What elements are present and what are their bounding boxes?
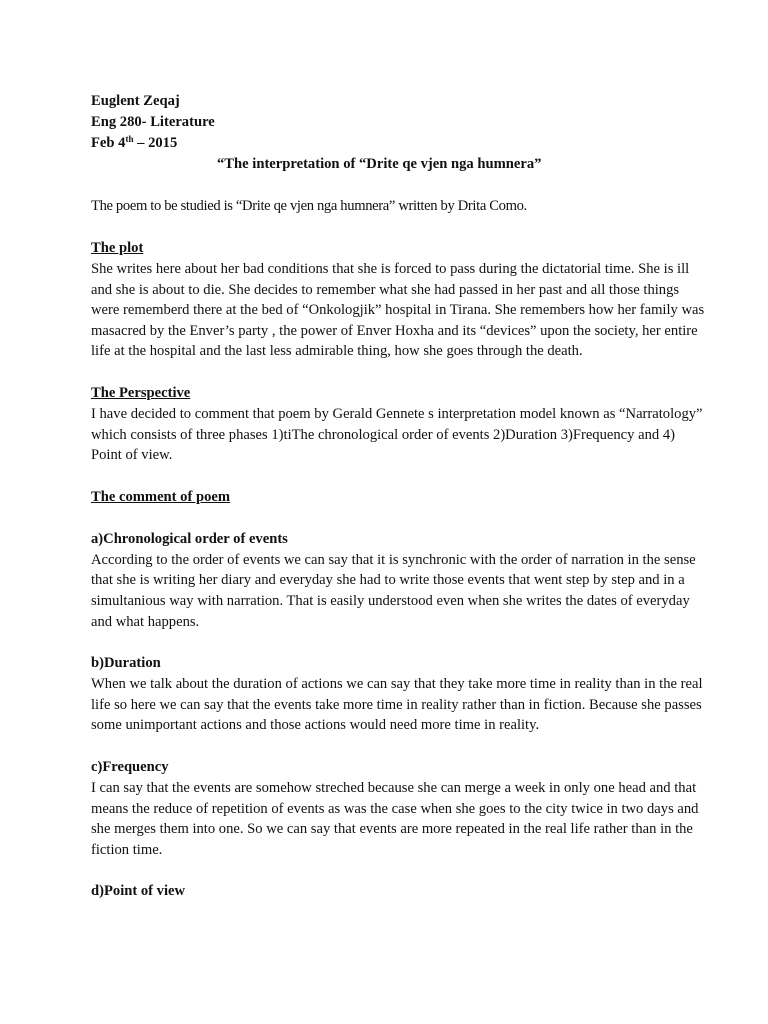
point-of-view-heading: d)Point of view (91, 883, 186, 900)
duration-heading: b)Duration (91, 655, 161, 672)
date-superscript: th (125, 134, 134, 144)
duration-paragraph: When we talk about the duration of actions we can say that they take more time in reality than in the real life so here we can say that the events take more time in reality rather than in fiction. Because she passes some unimportant actions and those actions would need more time in reality. (91, 676, 703, 734)
plot-heading: The plot (91, 240, 144, 256)
document-title: “The interpretation of “Drite qe vjen nga humnera” (217, 156, 542, 172)
document-date (91, 133, 708, 154)
chronological-heading: a)Chronological order of events (91, 530, 288, 547)
course-name: Eng 280- Literature (91, 114, 215, 130)
perspective-heading: The Perspective (91, 384, 191, 401)
date-prefix: Feb 4 (91, 135, 126, 151)
chronological-paragraph: According to the order of events we can say that it is synchronic with the order of narration in the sense that she is writing her diary and everyday she had to write those events that went step by step and in a simultanious way with narration. That is easily understood even when she writes the dates of everyday and what happens. (91, 551, 696, 630)
date-suffix: – 2015 (133, 135, 178, 151)
intro-paragraph: The poem to be studied is “Drite qe vjen nga humnera” written by Drita Como. (91, 198, 527, 214)
author-name: Euglent Zeqaj (91, 93, 180, 109)
frequency-heading: c)Frequency (91, 758, 169, 775)
perspective-paragraph: I have decided to comment that poem by Gerald Gennete s interpretation model known as “Narratology” which consists of three phases 1)tiThe chronological order of events 2)Duration 3)Frequency and 4) Point of view. (91, 405, 703, 464)
comment-heading: The comment of poem (91, 488, 231, 505)
frequency-paragraph: I can say that the events are somehow streched because she can merge a week in only one head and that means the reduce of repetition of events as was the case when she goes to the city twice in two days and she merges them into one. So we can say that events are more repeated in the real life rather than in the fiction time. (91, 779, 699, 858)
plot-paragraph: She writes here about her bad conditions that she is forced to pass during the dictatorial time. She is ill and she is about to die. She decides to remember what she had passed in her past and all those things were rememberd there at the bed of “Onkologjik” hospital in Tirana. She remembers how her family was masacred by the Enver’s party , the power of Enver Hoxha and its “devices” upon the society, her entire life at the hospital and the last less admirable thing, how she goes through the death. (91, 261, 705, 360)
